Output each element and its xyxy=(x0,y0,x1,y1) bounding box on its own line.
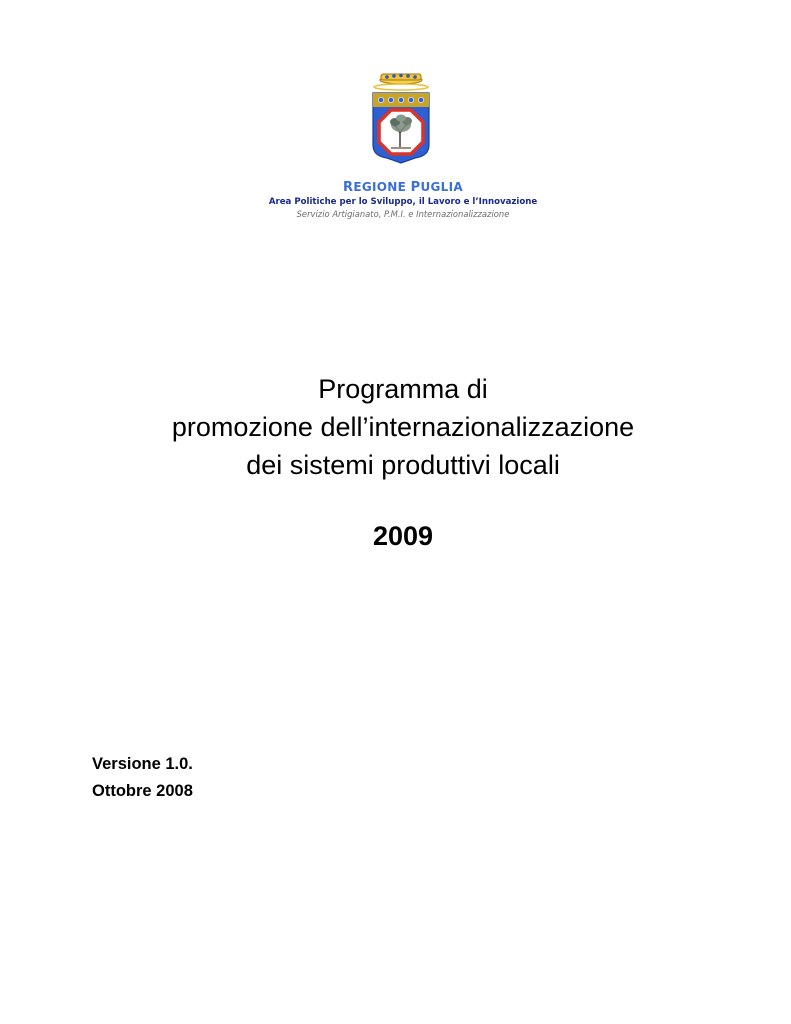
title-line-1: Programma di xyxy=(318,374,488,404)
date-label: Ottobre 2008 xyxy=(92,782,193,800)
document-title xyxy=(0,370,791,555)
title-line-3: dei sistemi produttivi locali xyxy=(246,450,560,480)
title-line-2: promozione dell’internazionalizzazione xyxy=(171,412,635,442)
department-area: Area Politiche per lo Sviluppo, il Lavoro e l’Innovazione xyxy=(268,197,538,207)
version-label: Versione 1.0. xyxy=(92,755,193,773)
title-year: 2009 xyxy=(372,521,434,551)
header-block xyxy=(0,180,791,220)
service-name: Servizio Artigianato, P.M.I. e Internazionalizzazione xyxy=(296,209,510,219)
organization-name: REGIONE PUGLIA xyxy=(343,180,463,195)
document-meta xyxy=(92,751,193,805)
coat-of-arms-icon xyxy=(367,70,435,166)
